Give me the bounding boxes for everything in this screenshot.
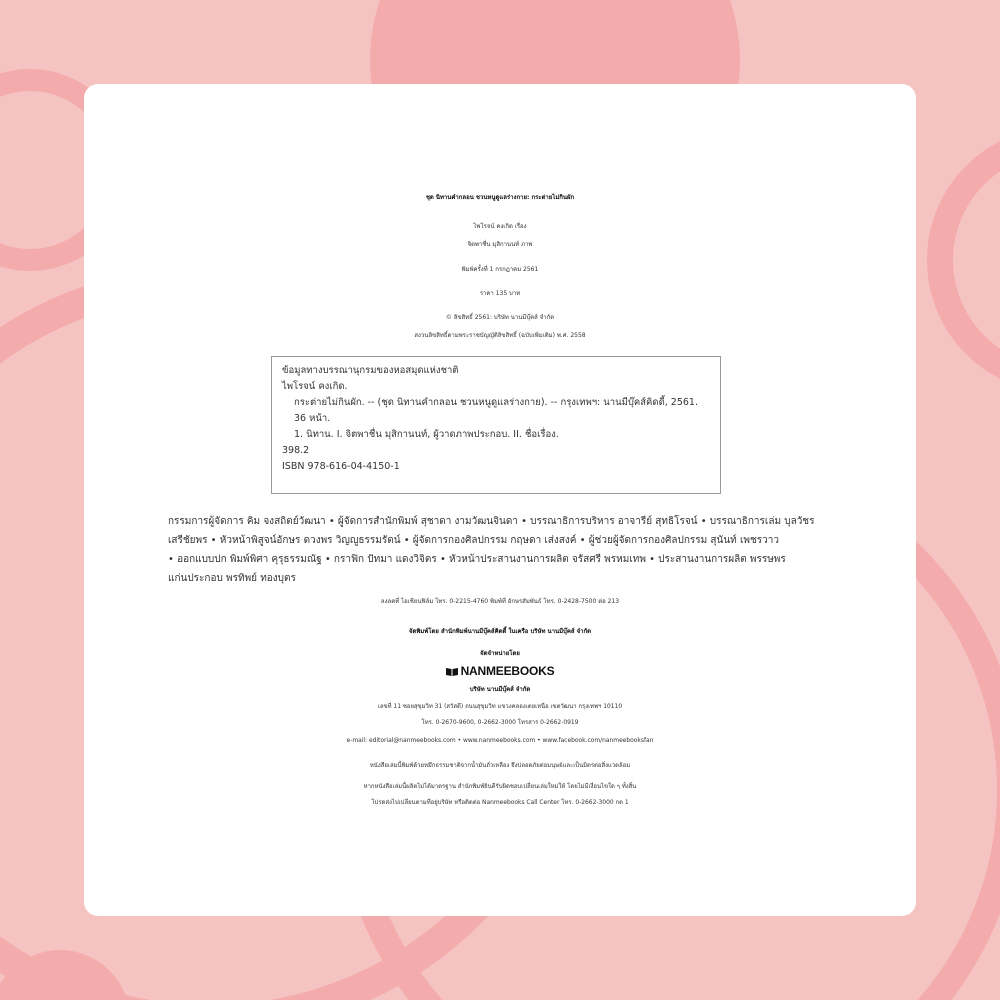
credits-line: แก่นประกอบ พรทิพย์ ทองบุตร — [168, 573, 296, 584]
copyright-page-card — [84, 84, 916, 916]
replacement-contact: โปรดส่งไปเปลี่ยนตามที่อยู่บริษัท หรือติดต่อ Nanmeebooks Call Center โทร. 0-2662-3000 กด 1 — [371, 799, 629, 806]
edition-info: พิมพ์ครั้งที่ 1 กรกฎาคม 2561 — [461, 266, 539, 273]
rights-notice: สงวนลิขสิทธิ์ตามพระราชบัญญัติลิขสิทธิ์ (ฉบับเพิ่มเติม) พ.ศ. 2558 — [414, 332, 586, 339]
credits-line: กรรมการผู้จัดการ คิม จงสถิตย์วัฒนา • ผู้จัดการสำนักพิมพ์ สุชาดา งามวัฒนจินดา • บรรณาธิการบริหาร อาจารีย์ สุทธิโรจน์ • บรรณาธิการเล่ม บุลวัชร — [168, 516, 815, 527]
catalog-class-number: 398.2 — [282, 445, 310, 456]
cataloging-data-box — [271, 356, 721, 494]
distributor-label: จัดจำหน่ายโดย — [480, 650, 520, 657]
staff-credits — [168, 512, 833, 588]
book-title: ชุด นิทานคำกลอน ชวนหนูดูแลร่างกาย: กระต่ายไม่กินผัก — [425, 194, 575, 201]
price-info: ราคา 135 บาท — [479, 290, 521, 297]
catalog-author: ไพโรจน์ คงเกิด. — [282, 381, 348, 392]
logo-text: NANMEEBOOKS — [460, 664, 555, 678]
author-credit: ไพโรจน์ คงเกิด เรื่อง — [473, 223, 527, 230]
copyright-line: © ลิขสิทธิ์ 2561: บริษัท นานมีบุ๊คส์ จำกัด — [445, 314, 555, 321]
company-address: เลขที่ 11 ซอยสุขุมวิท 31 (สวัสดี) ถนนสุขุมวิท แขวงคลองเตยเหนือ เขตวัฒนา กรุงเทพฯ 10110 — [377, 703, 623, 710]
distributor-company: บริษัท นานมีบุ๊คส์ จำกัด — [469, 686, 531, 693]
contact-web: e-mail: editorial@nanmeebooks.com • www.nanmeebooks.com • www.facebook.com/nanmeebooksfan — [346, 737, 654, 744]
print-info: ลงลคที่ ไอเชียนฟิล์ม โทร. 0-2215-4760 พิมพ์ที่ อักษรสัมพันธ์ โทร. 0-2428-7500 ต่อ 213 — [380, 598, 620, 605]
nanmeebooks-logo — [84, 664, 916, 678]
catalog-heading: ข้อมูลทางบรรณานุกรมของหอสมุดแห่งชาติ — [282, 365, 459, 376]
credits-line: เสรีชัยพร • หัวหน้าพิสูจน์อักษร ดวงพร วิญญูธรรมรัตน์ • ผู้จัดการกองศิลปกรรม กฤษดา เส่งสงค์ • ผู้ช่วยผู้จัดการกองศิลปกรรม สุนันท์ เพชรวาว — [168, 535, 779, 546]
catalog-subjects: 1. นิทาน. I. จิตพาชื่น มุสิกานนท์, ผู้วาดภาพประกอบ. II. ชื่อเรื่อง. — [294, 429, 559, 440]
publisher-line: จัดพิมพ์โดย สำนักพิมพ์นานมีบุ๊คส์คิดดี้ ในเครือ บริษัท นานมีบุ๊คส์ จำกัด — [408, 628, 592, 635]
credits-line: • ออกแบบปก พิมพ์พิศา คุรุธรรมณัฐ • กราฟิก ปัทมา แดงวิจิตร • หัวหน้าประสานงานการผลิต จรัสศรี พรหมเทพ • ประสานงานการผลิต พรรษพร — [168, 554, 786, 565]
bg-circle — [940, 140, 1000, 380]
replacement-policy: หากหนังสือเล่มนี้ผลิตไม่ได้มาตรฐาน สำนักพิมพ์ยินดีรับผิดชอบเปลี่ยนเล่มใหม่ให้ โดยไม่มีเงื่อนไขใด ๆ ทั้งสิ้น — [363, 783, 637, 790]
catalog-isbn: ISBN 978-616-04-4150-1 — [282, 461, 400, 472]
eco-ink-note: หนังสือเล่มนี้พิมพ์ด้วยหมึกธรรมชาติจากน้ำมันถั่วเหลือง จึงปลอดภัยต่อมนุษย์และเป็นมิตรต่อสิ่งแวดล้อม — [369, 762, 631, 769]
book-logo-icon — [446, 667, 458, 676]
illustrator-credit: จิตพาชื่น มุสิกานนท์ ภาพ — [467, 241, 533, 248]
company-phones: โทร. 0-2670-9600, 0-2662-3000 โทรสาร 0-2662-0919 — [421, 719, 579, 726]
catalog-entry: กระต่ายไม่กินผัก. -- (ชุด นิทานคำกลอน ชวนหนูดูแลร่างกาย). -- กรุงเทพฯ: นานมีบุ๊คส์คิดดี้, 2561. — [294, 397, 698, 408]
catalog-pages: 36 หน้า. — [294, 413, 331, 424]
